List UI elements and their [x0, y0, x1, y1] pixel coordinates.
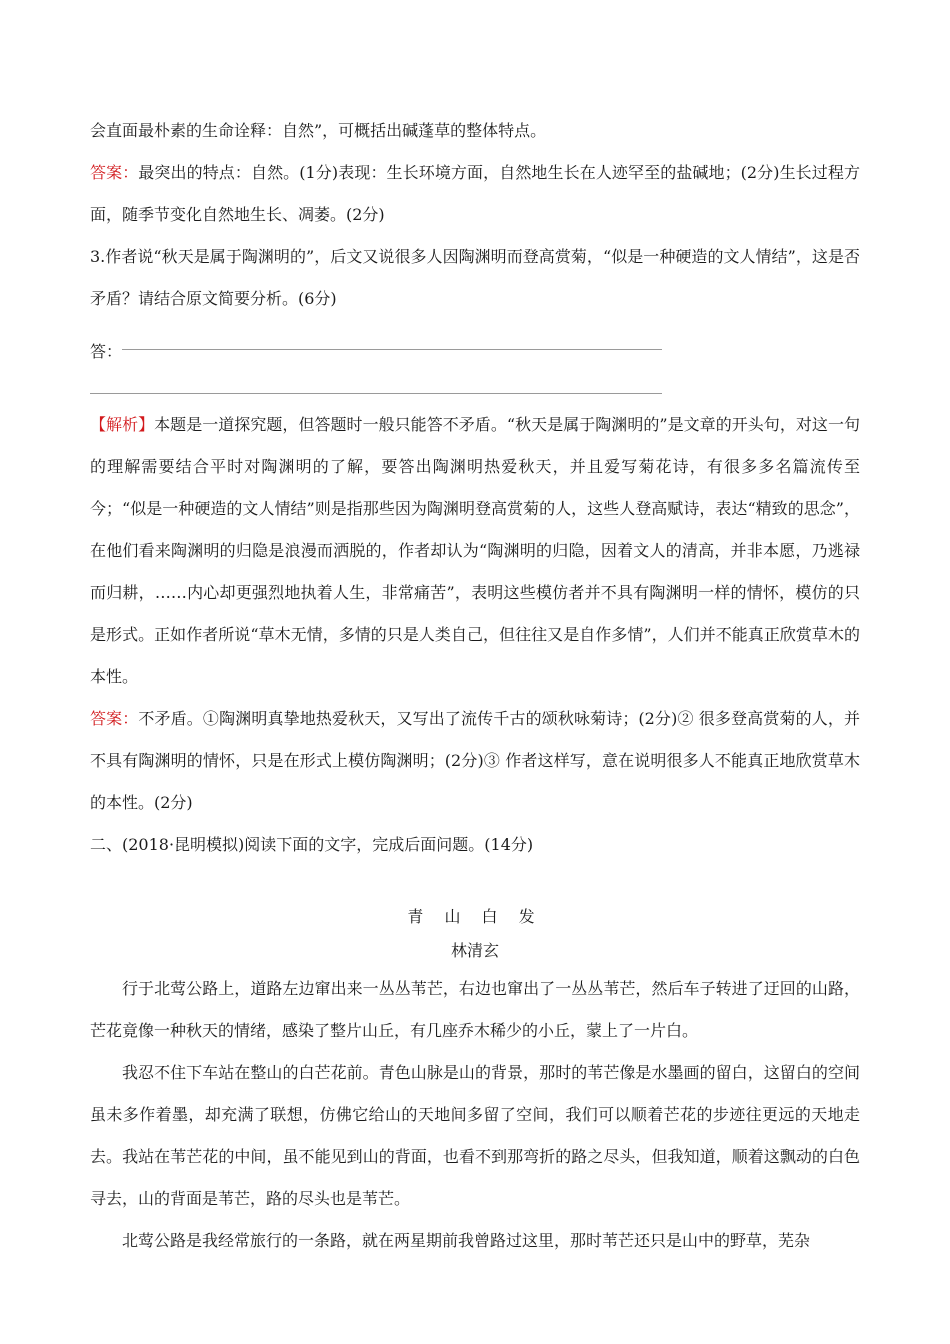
- q3-analysis: [90, 404, 860, 698]
- answer-label: 答案：: [90, 163, 139, 182]
- blank-underline: [122, 349, 662, 350]
- question-3: 3.作者说“秋天是属于陶渊明的”，后文又说很多人因陶渊明而登高赏菊，“似是一种硬造的文人情结”，这是否矛盾？请结合原文简要分析。(6分): [90, 247, 860, 308]
- article-paragraph: 行于北莺公路上，道路左边窜出来一丛丛苇芒，右边也窜出了一丛丛苇芒，然后车子转进了迂回的山路，芒花竟像一种秋天的情绪，感染了整片山丘，有几座乔木稀少的小丘，蒙上了一片白。: [90, 979, 860, 1040]
- answer-blank-line-2[interactable]: [90, 362, 860, 404]
- article-author: 林清玄: [450, 941, 499, 960]
- answer-prompt: 答：: [90, 342, 123, 361]
- answer-text: 不矛盾。①陶渊明真挚地热爱秋天，又写出了流传千古的颂秋咏菊诗；(2分)② 很多登高赏菊的人，并不具有陶渊明的情怀，只是在形式上模仿陶渊明；(2分)③ 作者这样写，意在说明很多人不能真正地欣赏草木的本性。(2分): [90, 709, 860, 812]
- spacer: [90, 866, 860, 900]
- q2-text-tail: 会直面最朴素的生命诠释：自然”，可概括出碱蓬草的整体特点。: [90, 121, 547, 140]
- q3-answer: [90, 698, 860, 824]
- section-heading: 二、(2018·昆明模拟)阅读下面的文字，完成后面问题。(14分): [90, 835, 534, 854]
- answer-label: 答案：: [90, 709, 139, 728]
- article-title: 青 山 白 发: [407, 907, 543, 926]
- blank-underline: [90, 393, 662, 394]
- analysis-text: 本题是一道探究题，但答题时一般只能答不矛盾。“秋天是属于陶渊明的”是文章的开头句，对这一句的理解需要结合平时对陶渊明的了解，要答出陶渊明热爱秋天，并且爱写菊花诗，有很多多名篇流传至今；“似是一种硬造的文人情结”则是指那些因为陶渊明登高赏菊的人，这些人登高赋诗，表达“精致的思念”，在他们看来陶渊明的归隐是浪漫而洒脱的，作者却认为“陶渊明的归隐，因着文人的清高，并非本愿，乃逃禄而归耕，……内心却更强烈地执着人生，非常痛苦”，表明这些模仿者并不具有陶渊明一样的情怀，模仿的只是形式。正如作者所说“草木无情，多情的只是人类自己，但往往又是自作多情”，人们并不能真正欣赏草木的本性。: [90, 415, 860, 686]
- q2-answer: [90, 152, 860, 236]
- document-page: [90, 110, 860, 1262]
- answer-text: 最突出的特点：自然。(1分)表现：生长环境方面，自然地生长在人迹罕至的盐碱地；(2分)生长过程方面，随季节变化自然地生长、凋萎。(2分): [90, 163, 860, 224]
- answer-blank-line-1[interactable]: [90, 320, 860, 362]
- article-paragraph: 北莺公路是我经常旅行的一条路，就在两星期前我曾路过这里，那时苇芒还只是山中的野草，芜杂: [122, 1231, 811, 1250]
- analysis-label: 【解析】: [90, 415, 155, 434]
- article-paragraph: 我忍不住下车站在整山的白芒花前。青色山脉是山的背景，那时的苇芒像是水墨画的留白，这留白的空间虽未多作着墨，却充满了联想，仿佛它给山的天地间多留了空间，我们可以顺着芒花的步迹往更远的天地走去。我站在苇芒花的中间，虽不能见到山的背面，也看不到那弯折的路之尽头，但我知道，顺着这飘动的白色寻去，山的背面是苇芒，路的尽头也是苇芒。: [90, 1063, 860, 1208]
